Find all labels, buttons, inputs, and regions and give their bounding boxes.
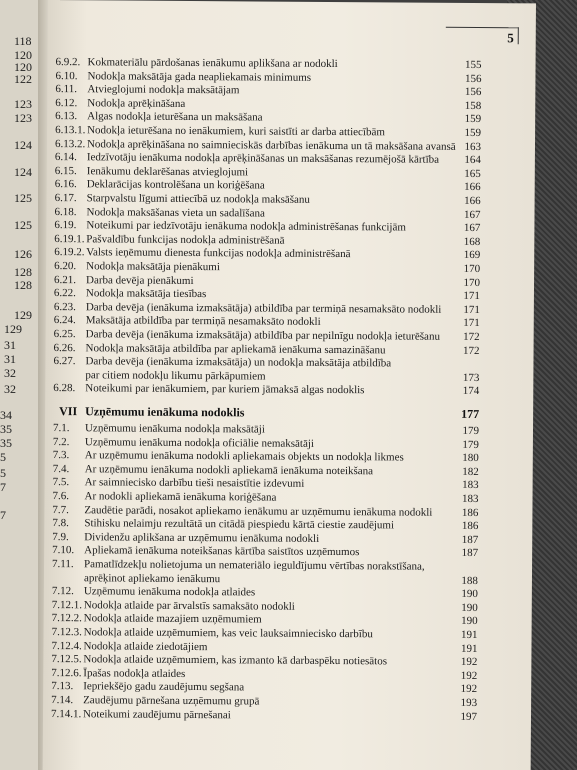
entry-number: 6.19.2.	[54, 246, 85, 259]
entry-title: Ar uzņēmumu ienākuma nodokli apliekamais objekts un nodokļa likmes	[84, 449, 404, 464]
contents-page	[43, 0, 536, 770]
entry-number: 6.16.	[54, 178, 77, 191]
entry-number: 7.12.6.	[51, 666, 82, 680]
entry-title: Nodokļa maksātāja gada neapliekamais minimums	[87, 69, 312, 84]
entry-number: 7.12.2.	[51, 612, 82, 625]
entry-page: 159	[464, 113, 482, 126]
entry-title: Nodokļa atlaide uzņēmumiem, kas izmanto kā darbaspēku notiesātos	[83, 653, 388, 668]
toc-entry	[44, 599, 532, 614]
entry-title: Starpvalstu līgumi attiecībā uz nodokļa maksāšanu	[86, 192, 310, 206]
entry-page: 192	[460, 683, 478, 696]
entry-number: 7.12.	[51, 585, 74, 598]
entry-title: Algas nodokļa ieturēšana un maksāšana	[87, 110, 263, 124]
entry-page: 168	[463, 235, 481, 248]
toc-entry	[46, 274, 534, 289]
entry-page: 169	[463, 249, 481, 262]
toc-entry	[46, 314, 534, 329]
toc-entry	[45, 476, 533, 491]
entry-title: Nodokļa maksāšanas vieta un sadalīšana	[86, 205, 265, 220]
toc-entry	[47, 138, 535, 153]
entry-number: 6.25.	[53, 328, 76, 341]
entry-title: Darba devēja (ienākuma izmaksātāja) un nodokļa maksātāja atbildība	[85, 355, 392, 370]
entry-page: 158	[464, 99, 482, 112]
toc-entry	[45, 355, 533, 370]
entry-title: Kokmateriālu pārdošanas ienākumu aplikšana ar nodokli	[87, 56, 338, 71]
toc-entry	[46, 206, 534, 221]
entry-page: 156	[464, 72, 482, 85]
entry-number: 7.5.	[52, 476, 70, 489]
toc-entry	[47, 70, 535, 85]
toc-entry	[47, 97, 535, 112]
entry-number: 6.23.	[53, 300, 76, 313]
entry-number: 6.19.1.	[54, 232, 85, 246]
entry-number: 6.18.	[54, 205, 77, 218]
toc-entry	[45, 449, 533, 464]
entry-page: 155	[465, 58, 482, 72]
left-page-number: 31	[4, 352, 16, 366]
entry-title: Īpašas nodokļa atlaides	[83, 667, 186, 680]
entry-title: Nodokļa atlaide uzņēmumiem, kas veic lauksaimniecisko darbību	[83, 626, 373, 641]
left-page-number: 129	[4, 322, 22, 336]
entry-number: 7.12.3.	[51, 626, 82, 639]
entry-title: aprēķinot apliekamo ienākumu	[83, 571, 221, 585]
left-page-number: 128	[14, 278, 32, 292]
toc-entry	[44, 572, 532, 587]
toc-entry	[45, 369, 533, 384]
toc-entry	[45, 382, 533, 397]
toc-entry	[44, 490, 532, 505]
toc-entry	[46, 342, 534, 357]
toc-entry	[47, 178, 535, 193]
toc-entry	[43, 694, 531, 709]
entry-number: 7.6.	[52, 490, 70, 503]
entry-number: 7.11.	[52, 558, 74, 571]
entry-page: 174	[462, 385, 480, 398]
toc-entry	[47, 83, 535, 98]
entry-title: Stihisku nelaimju rezultātā un citādā piespiedu kārtā ciestie zaudējumi	[84, 517, 395, 532]
entry-page: 192	[460, 669, 478, 682]
entry-title: Dividenžu aplikšana ar uzņēmumu ienākuma nodokli	[84, 531, 320, 545]
toc-entry	[46, 219, 534, 234]
entry-number: 6.9.2.	[55, 56, 81, 69]
left-page-number: 32	[4, 382, 16, 396]
entry-number: 6.13.2.	[54, 137, 86, 150]
entry-page: 191	[461, 628, 478, 642]
entry-page: 170	[463, 276, 481, 289]
entry-page: 156	[464, 86, 482, 99]
left-page-number: 126	[14, 247, 32, 261]
entry-number: 6.15.	[54, 164, 77, 178]
entry-number: 7.13.	[51, 680, 74, 693]
entry-title: Nodokļa atlaide par ārvalstīs samaksāto nodokli	[83, 599, 295, 613]
left-page-number: 120	[14, 48, 32, 62]
entry-title: Iepriekšējo gadu zaudējumu segšana	[83, 680, 245, 694]
toc-entry	[44, 626, 532, 641]
entry-title: Ar uzņēmumu ienākuma nodokli apliekamā ienākuma noteikšana	[84, 463, 374, 478]
toc-entry	[47, 165, 535, 180]
entry-page: 187	[461, 547, 479, 560]
entry-page: 193	[460, 696, 478, 710]
entry-title: Ar saimniecisko darbību tieši nesaistītie izdevumi	[84, 476, 305, 491]
entry-page: 180	[462, 452, 479, 465]
entry-title: Nodokļa aprēķināšana no saimnieciskās darbības ienākuma un tā maksāšana avansā	[86, 137, 456, 153]
entry-page: 188	[461, 574, 478, 587]
toc-entry	[44, 558, 532, 573]
entry-title: Nodokļa aprēķināšana	[87, 97, 186, 110]
entry-number: 7.4.	[52, 462, 70, 475]
toc-entry	[43, 708, 531, 723]
entry-page: 171	[463, 290, 480, 303]
toc-entry	[45, 436, 533, 451]
entry-page: 167	[463, 208, 481, 221]
entry-page: 163	[464, 140, 482, 153]
entry-number: 7.3.	[52, 449, 70, 462]
entry-page: 164	[464, 154, 481, 167]
entry-title: Zaudējumu pārnešana uzņēmumu grupā	[83, 694, 260, 708]
left-page-number: 5	[0, 450, 6, 464]
entry-page: 171	[463, 303, 480, 316]
entry-page: 187	[461, 533, 479, 546]
left-page-number: 34	[0, 408, 12, 422]
entry-title: Atvieglojumi nodokļa maksātājam	[87, 83, 240, 97]
entry-page: 183	[461, 492, 479, 506]
entry-number: 7.14.1.	[50, 707, 82, 720]
entry-number: 6.11.	[55, 83, 78, 96]
entry-title: Pamatlīdzekļu nolietojuma un nemateriālo ieguldījumu vērtības norakstīšana,	[84, 558, 425, 573]
entry-title: Uzņēmumu ienākuma nodoklis	[85, 404, 245, 420]
entry-page: 166	[464, 181, 481, 194]
left-page-number: 32	[4, 366, 16, 380]
left-page-number: 124	[14, 165, 32, 179]
entry-number: 7.12.5.	[51, 653, 82, 666]
entry-page: 190	[461, 601, 478, 614]
entry-number: 7.1.	[52, 422, 70, 435]
left-page-number: 120	[14, 60, 32, 74]
entry-page: 171	[463, 317, 480, 330]
toc-entry	[46, 301, 534, 316]
entry-number: 6.21.	[54, 273, 77, 286]
left-page-number: 125	[14, 191, 32, 205]
entry-page: 166	[464, 194, 481, 208]
entry-number: 7.2.	[52, 435, 70, 448]
entry-title: Noteikumi zaudējumu pārnešanai	[82, 707, 231, 721]
entry-title: Uzņēmumu ienākuma nodokļa atlaides	[83, 585, 256, 599]
entry-page: 179	[462, 438, 479, 451]
entry-page: 159	[464, 126, 482, 140]
toc-entry	[47, 192, 535, 207]
entry-page: 165	[464, 167, 481, 180]
page-number: 5	[507, 30, 514, 46]
entry-title: Darba devēja pienākumi	[86, 273, 194, 287]
entry-page: 173	[462, 371, 480, 384]
entry-title: Nodokļa atlaide mazajiem uzņēmumiem	[83, 612, 262, 626]
entry-page: 197	[460, 710, 478, 723]
left-page-number: 123	[14, 111, 32, 125]
entry-number: 7.8.	[52, 517, 69, 530]
left-page-number: 7	[0, 508, 6, 522]
entry-number: 6.14.	[54, 151, 77, 164]
entry-number: 7.9.	[52, 530, 69, 543]
entry-number: 6.17.	[54, 192, 77, 205]
entry-title: Nodokļa ieturēšana no ienākumiem, kuri saistīti ar darba attiecībām	[87, 124, 385, 139]
left-page-number: 31	[4, 338, 16, 352]
entry-page: 186	[461, 520, 479, 533]
entry-number: 6.28.	[53, 382, 76, 395]
entry-title: Valsts ieņēmumu dienesta funkcijas nodokļa administrēšanā	[86, 246, 351, 261]
toc-entry	[44, 517, 532, 532]
toc-entry	[46, 246, 534, 261]
toc-entry	[47, 110, 535, 125]
entry-number: 7.10.	[52, 544, 75, 557]
entry-title: Nodokļa maksātāja atbildība par apliekamā ienākuma samazināšanu	[85, 341, 386, 356]
toc-entry	[46, 260, 534, 275]
entry-number: 6.19.	[54, 219, 77, 232]
entry-page: 183	[462, 479, 479, 492]
entry-page: 191	[460, 642, 478, 655]
entry-number: 6.24.	[53, 314, 76, 327]
entry-title: Noteikumi par iedzīvotāju ienākuma nodokļa administrēšanas funkcijām	[86, 219, 406, 234]
entry-title: Noteikumi par ienākumiem, par kuriem jāmaksā algas nodoklis	[85, 382, 365, 397]
left-page-number: 128	[14, 265, 32, 279]
toc-entry	[44, 544, 532, 559]
entry-number: 6.13.	[55, 110, 78, 123]
toc-entry	[47, 151, 535, 166]
toc-entry	[45, 463, 533, 478]
left-page-number: 35	[0, 436, 12, 450]
entry-number: 6.27.	[53, 355, 76, 368]
entry-title: par citiem nodokļu likumu pārkāpumiem	[85, 369, 266, 383]
entry-title: Nodokļa maksātāja tiesības	[85, 287, 207, 301]
entry-number: 7.7.	[52, 503, 69, 516]
entry-page: 182	[462, 465, 479, 478]
left-page-number: 5	[0, 466, 6, 480]
entry-page: 172	[463, 344, 480, 357]
chapter-heading	[45, 404, 533, 421]
entry-title: Deklarācijas kontrolēšana un koriģēšana	[86, 178, 265, 192]
entry-title: Uzņēmumu ienākuma nodokļa oficiālie nemaksātāji	[84, 435, 315, 450]
toc-entry	[43, 667, 531, 682]
entry-page: 170	[463, 262, 481, 276]
toc-entry	[46, 287, 534, 302]
toc-entry	[44, 504, 532, 519]
entry-number: 6.26.	[53, 341, 76, 354]
entry-number: 7.14.	[51, 694, 74, 707]
entry-page: 192	[460, 656, 478, 669]
toc-entry	[46, 328, 534, 343]
toc-entry	[46, 233, 534, 248]
entry-title: Zaudētie parādi, nosakot apliekamo ienākumu ar uzņēmumu ienākuma nodokli	[84, 503, 433, 519]
entry-number: VII	[59, 404, 78, 419]
entry-page: 167	[463, 222, 481, 235]
entry-title: Apliekamā ienākuma noteikšanas kārtība saistītos uzņēmumos	[84, 544, 360, 559]
entry-number: 6.10.	[55, 69, 78, 82]
left-page-number: 125	[14, 218, 32, 232]
toc-entry	[43, 680, 531, 695]
entry-page: 177	[461, 406, 480, 422]
entry-title: Iedzīvotāju ienākuma nodokļa aprēķināšanas un maksāšanas rezumējošā kārtība	[86, 151, 440, 166]
left-page-number: 123	[14, 97, 32, 111]
entry-number: 6.13.1.	[55, 124, 86, 137]
left-page-number: 129	[14, 308, 32, 322]
entry-number: 6.22.	[53, 287, 76, 300]
entry-number: 7.12.4.	[51, 639, 82, 652]
entry-page: 190	[461, 615, 478, 628]
entry-title: Ar nodokli apliekamā ienākuma koriģēšana	[84, 490, 277, 504]
toc-entry	[45, 422, 533, 437]
entry-page: 190	[461, 588, 478, 601]
entry-number: 6.20.	[54, 260, 77, 273]
left-page-number: 35	[0, 422, 12, 436]
entry-page: 172	[463, 330, 480, 344]
toc-entry	[44, 531, 532, 546]
entry-title: Nodokļa atlaide ziedotājiem	[83, 639, 208, 653]
entry-title: Maksātāja atbildība par termiņā nesamaksāto nodokli	[85, 314, 321, 329]
entry-number: 7.12.1.	[51, 598, 83, 612]
entry-title: Ienākumu deklarēšanas atvieglojumi	[86, 165, 249, 179]
entry-page: 179	[462, 424, 480, 438]
left-page-number: 124	[14, 138, 32, 152]
entry-title: Darba devēja (ienākuma izmaksātāja) atbildība par termiņā nesamaksāto nodokli	[85, 301, 442, 316]
left-page-number: 122	[14, 72, 32, 86]
toc-entry	[44, 585, 532, 600]
toc-entry	[47, 124, 535, 139]
toc-entry	[44, 612, 532, 627]
entry-number: 6.12.	[55, 96, 78, 110]
page-number-box	[446, 27, 519, 45]
entry-page: 186	[461, 506, 479, 519]
entry-title: Darba devēja (ienākuma izmaksātāja) atbildība par nepilnīgu nodokļa ieturēšanu	[85, 328, 441, 343]
left-page-number: 7	[0, 480, 6, 494]
toc-entry	[43, 640, 531, 655]
toc-entry	[48, 56, 536, 71]
entry-title: Pašvaldību funkcijas nodokļa administrēšanā	[86, 233, 285, 247]
entry-title: Nodokļa maksātāja pienākumi	[86, 260, 220, 274]
left-page-number: 118	[14, 34, 32, 48]
entry-title: Uzņēmumu ienākuma nodokļa maksātāji	[84, 422, 265, 436]
toc-entry	[43, 653, 531, 668]
